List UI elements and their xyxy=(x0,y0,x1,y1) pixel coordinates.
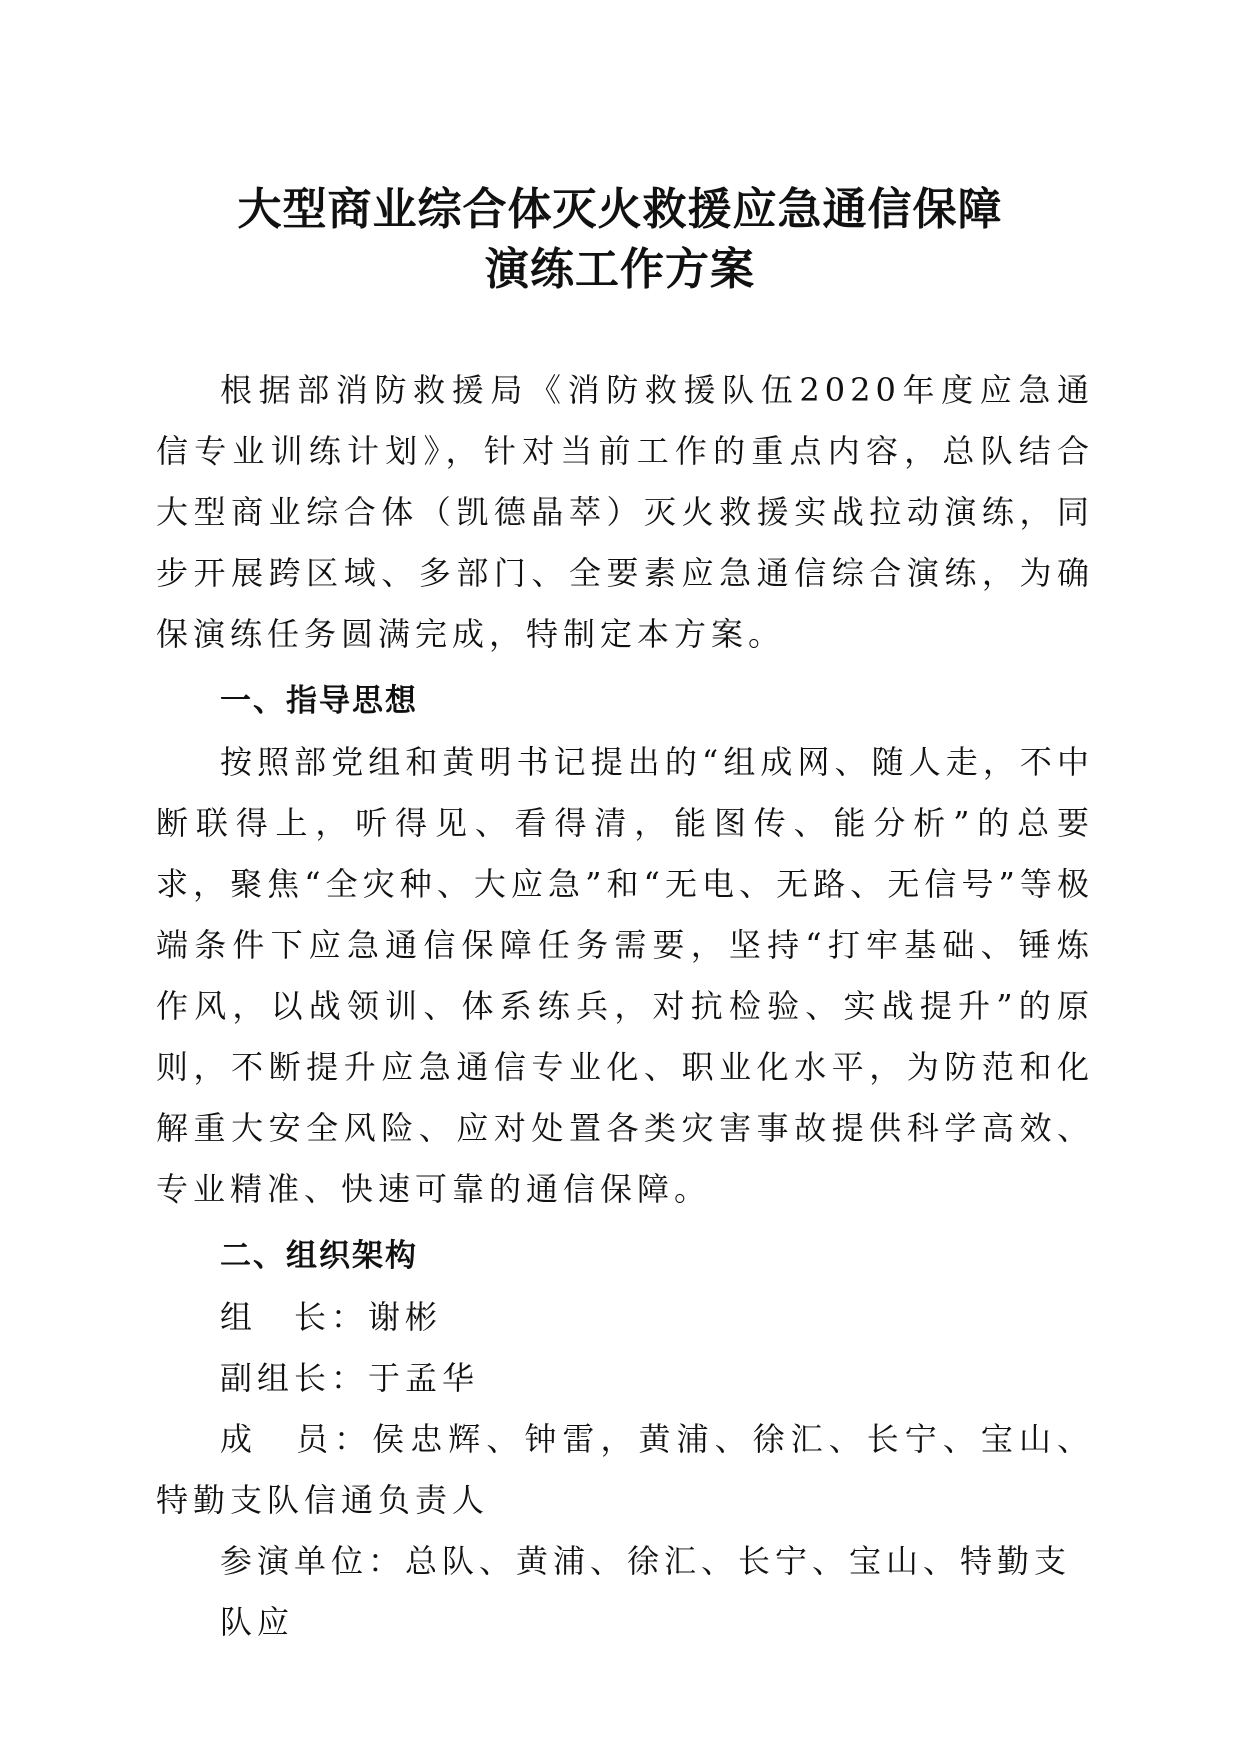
participating-units-line: 参演单位：总队、黄浦、徐汇、长宁、宝山、特勤支队应 xyxy=(220,1542,1072,1641)
document-body xyxy=(156,360,1094,1653)
section-heading-guiding-ideology: 一、指导思想 xyxy=(220,683,418,719)
guiding-ideology-paragraph: 按照部党组和黄明书记提出的“组成网、随人走，不中断联得上，听得见、看得清，能图传、能分析”的总要求，聚焦“全灾种、大应急”和“无电、无路、无信号”等极端条件下应急通信保障任务需要，坚持“打牢基础、锤炼作风，以战领训、体系练兵，对抗检验、实战提升”的原则，不断提升应急通信专业化、职业化水平，为防范和化解重大安全风险、应对处置各类灾害事故提供科学高效、专业精准、快速可靠的通信保障。 xyxy=(156,743,1094,1208)
document-title-line-1: 大型商业综合体灭火救援应急通信保障 xyxy=(237,184,1003,235)
intro-paragraph: 根据部消防救援局《消防救援队伍2020年度应急通信专业训练计划》，针对当前工作的重点内容，总队结合大型商业综合体（凯德晶萃）灭火救援实战拉动演练，同步开展跨区域、多部门、全要素应急通信综合演练，为确保演练任务圆满完成，特制定本方案。 xyxy=(156,371,1094,653)
document-title-line-2: 演练工作方案 xyxy=(485,244,755,295)
section-heading-organization: 二、组织架构 xyxy=(220,1238,418,1274)
deputy-leader-line: 副组长：于孟华 xyxy=(220,1359,480,1397)
members-paragraph: 成 员：侯忠辉、钟雷，黄浦、徐汇、长宁、宝山、特勤支队信通负责人 xyxy=(156,1420,1094,1519)
team-leader-line: 组 长：谢彬 xyxy=(220,1298,443,1336)
